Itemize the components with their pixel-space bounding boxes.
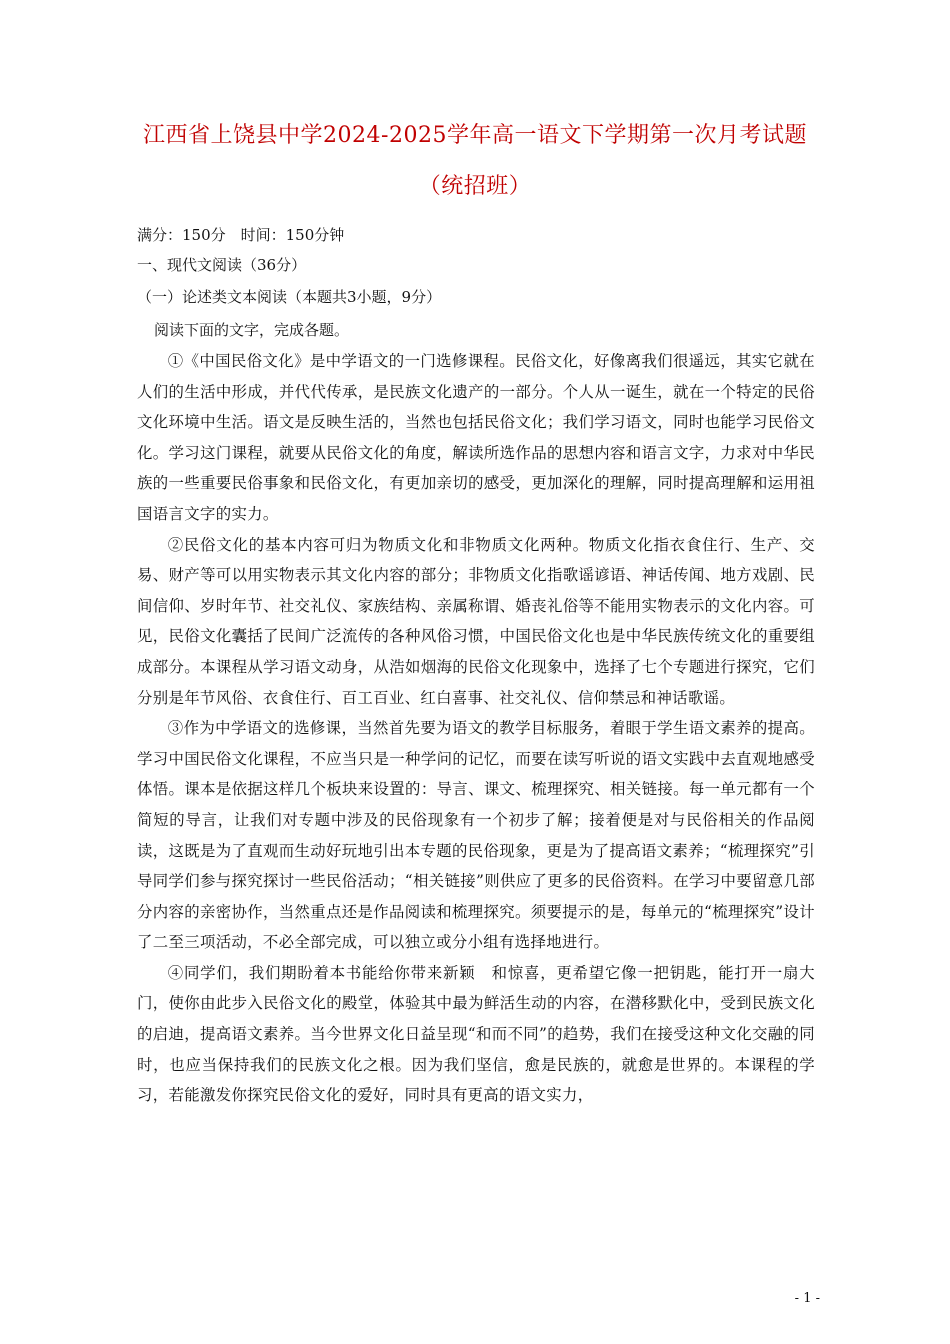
passage-paragraph-1: ①《中国民俗文化》是中学语文的一门选修课程。民俗文化，好像离我们很遥远，其实它就在人们的生活中形成，并代代传承，是民族文化遗产的一部分。个人从一诞生，就在一个特定的民俗文化环境中生活。语文是反映生活的，当然也包括民俗文化；我们学习语文，同时也能学习民俗文化。学习这门课程，就要从民俗文化的角度，解读所选作品的思想内容和语言文字，力求对中华民族的一些重要民俗事象和民俗文化，有更加亲切的感受，更加深化的理解，同时提高理解和运用祖国语言文字的实力。	[137, 352, 815, 523]
exam-title: 江西省上饶县中学2024-2025学年高一语文下学期第一次月考试题	[143, 123, 807, 148]
passage-body	[137, 346, 815, 1111]
exam-subtitle: （统招班）	[418, 174, 532, 199]
subsection-heading: （一）论述类文本阅读（本题共3小题，9分）	[137, 288, 442, 306]
passage-paragraph-2: ②民俗文化的基本内容可归为物质文化和非物质文化两种。物质文化指衣食住行、生产、交易、财产等可以用实物表示其文化内容的部分；非物质文化指歌谣谚语、神话传闻、地方戏剧、民间信仰、岁时年节、社交礼仪、家族结构、亲属称谓、婚丧礼俗等不能用实物表示的文化内容。可见，民俗文化囊括了民间广泛流传的各种风俗习惯，中国民俗文化也是中华民族传统文化的重要组成部分。本课程从学习语文动身，从浩如烟海的民俗文化现象中，选择了七个专题进行探究，它们分别是年节风俗、衣食住行、百工百业、红白喜事、社交礼仪、信仰禁忌和神话歌谣。	[137, 535, 815, 707]
passage-paragraph-3: ③作为中学语文的选修课，当然首先要为语文的教学目标服务，着眼于学生语文素养的提高。学习中国民俗文化课程，不应当只是一种学问的记忆，而要在读写听说的语文实践中去直观地感受体悟。课本是依据这样几个板块来设置的：导言、课文、梳理探究、相关链接。每一单元都有一个简短的导言，让我们对专题中涉及的民俗现象有一个初步了解；接着便是对与民俗相关的作品阅读，这既是为了直观而生动好玩地引出本专题的民俗现象，更是为了提高语文素养；“梳理探究”引导同学们参与探究探讨一些民俗活动；“相关链接”则供应了更多的民俗资料。在学习中要留意几部分内容的亲密协作，当然重点还是作品阅读和梳理探究。须要提示的是，每单元的“梳理探究”设计了二至三项活动，不必全部完成，可以独立或分小组有选择地进行。	[137, 719, 815, 952]
page-number: - 1 -	[794, 1291, 820, 1306]
section-heading: 一、现代文阅读（36分）	[137, 256, 307, 274]
reading-instruction: 阅读下面的文字，完成各题。	[154, 321, 350, 339]
passage-paragraph-4: ④同学们，我们期盼着本书能给你带来新颖 和惊喜，更希望它像一把钥匙，能打开一扇大门，使你由此步入民俗文化的殿堂，体验其中最为鲜活生动的内容，在潜移默化中，受到民族文化的启迪，提高语文素养。当今世界文化日益呈现“和而不同”的趋势，我们在接受这种文化交融的同时，也应当保持我们的民族文化之根。因为我们坚信，愈是民族的，就愈是世界的。本课程的学习，若能激发你探究民俗文化的爱好，同时具有更高的语文实力，	[137, 963, 815, 1105]
score-time-line: 满分：150分 时间：150分钟	[137, 226, 345, 244]
